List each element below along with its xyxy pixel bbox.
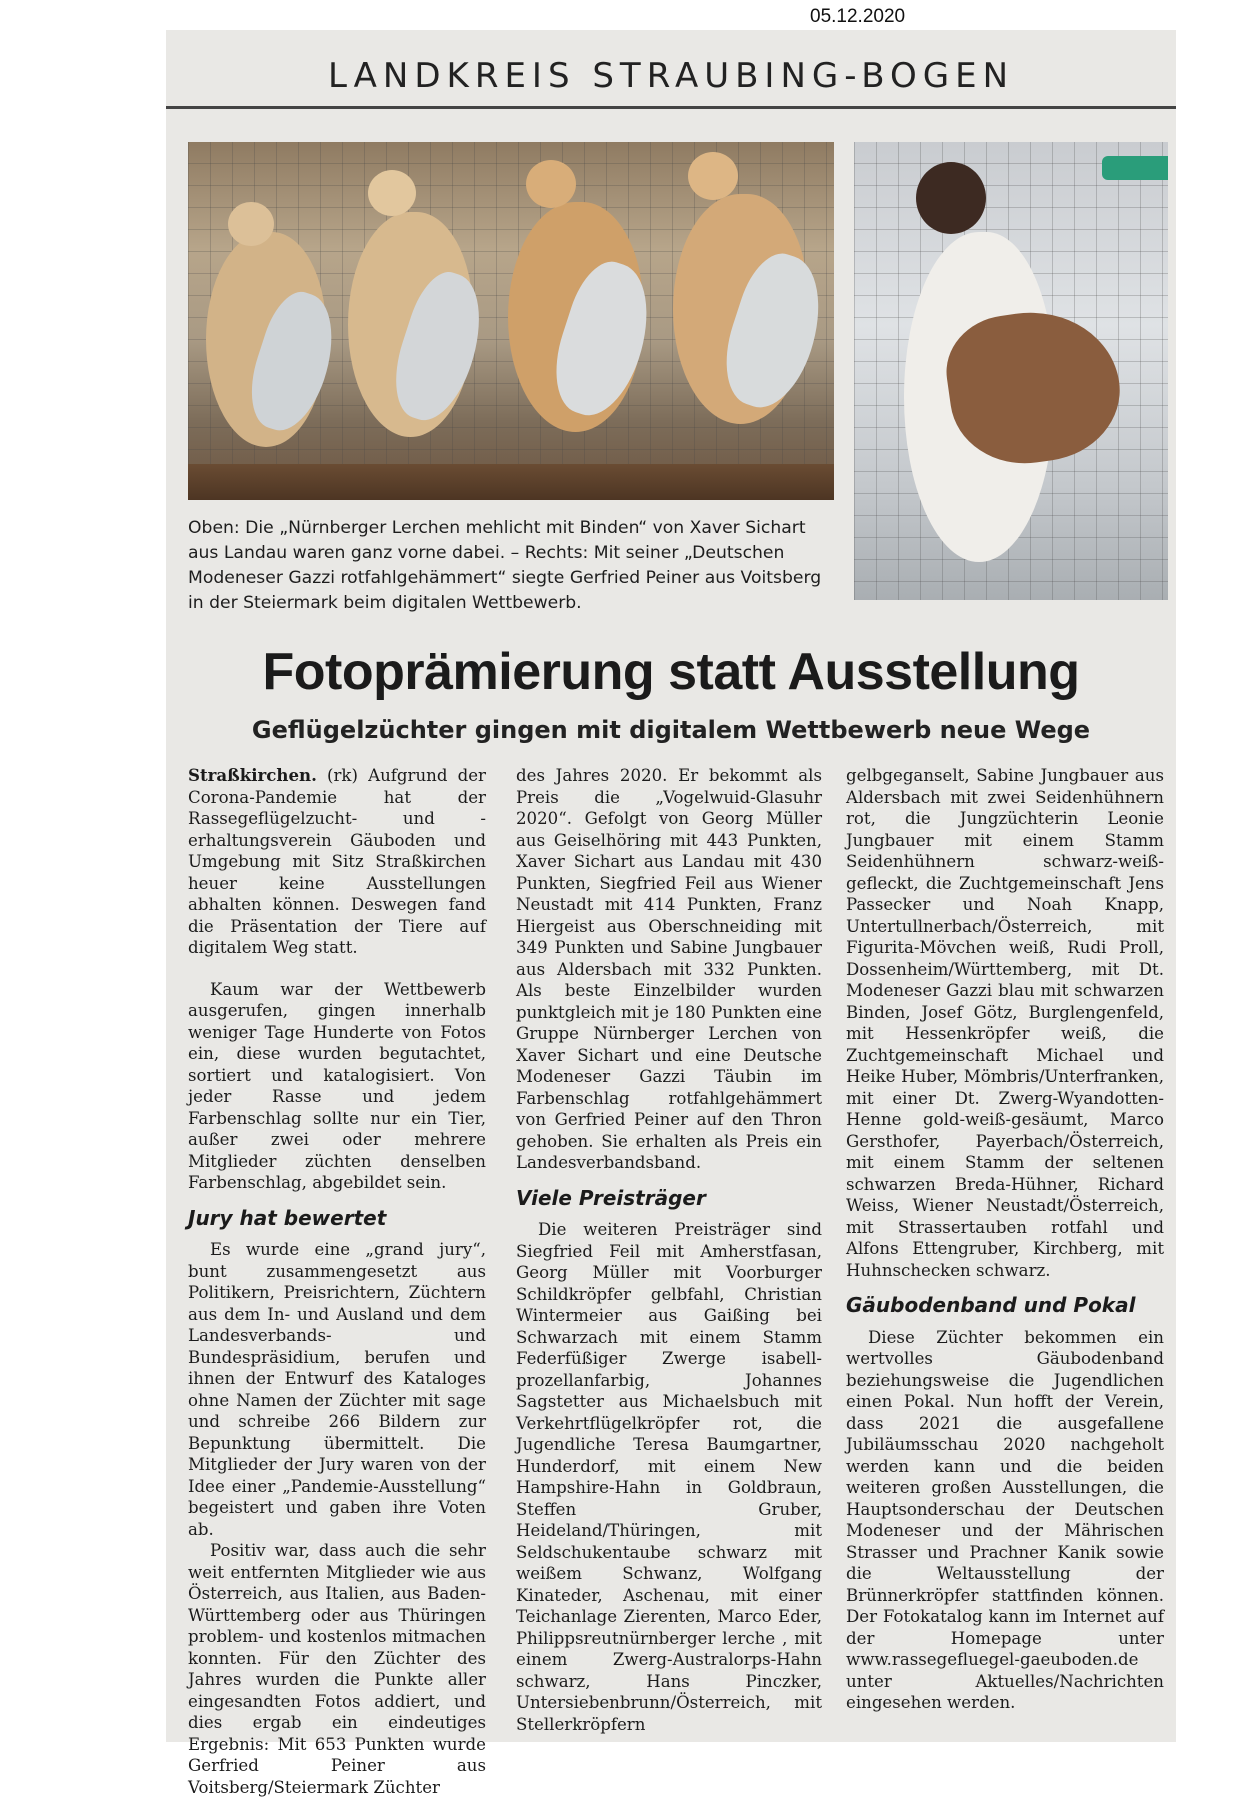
- gazzi-head: [916, 162, 986, 234]
- subheading-jury: Jury hat bewertet: [188, 1205, 387, 1230]
- paragraph: Positiv war, dass auch die sehr weit entfernten Mitglieder wie aus Österreich, aus Italien, aus Baden-Württemberg oder aus Thüringen problem- und kostenlos mitmachen konnten. Für den Züchter des Jahres wurden die Punkte aller eingesandten Fotos addiert, und dies ergab ein eindeutiges Ergebnis: Mit 653 Punkten wurde Gerfried Peiner aus Voitsberg/Steiermark Züchter: [188, 1541, 486, 1797]
- wooden-perch: [188, 464, 834, 500]
- paragraph: Die weiteren Preisträger sind Siegfried Feil mit Amherstfasan, Georg Müller mit Voorburger Schildkröpfer gelbfahl, Christian Wintermeier aus Gaißing bei Schwarzach mit einem Stamm Federfüßiger Zwerge isabell-prozellanfarbig, Johannes Sagstetter aus Michaelsbuch mit Verkehrtflügelkröpfer rot, die Jugendliche Teresa Baumgartner, Hunderdorf, mit einem New Hampshire-Hahn in Goldbraun, Steffen Gruber, Heideland/Thüringen, mit Seldschukentaube schwarz mit weißem Schwanz, Wolfgang Kinateder, Aschenau, mit einer Teichanlage Zierenten, Marco Eder, Philippsreutnürnberger lerche , mit einem Zwerg-Australorps-Hahn schwarz, Hans Pinczker, Untersiebenbrunn/Österreich, mit Stellerkröpfern: [516, 1220, 822, 1734]
- subheading-preistraeger: Viele Preisträger: [516, 1185, 706, 1210]
- pigeon-2-head: [368, 170, 416, 216]
- section-divider: [166, 106, 1176, 109]
- photo-caption: Oben: Die „Nürnberger Lerchen mehlicht mit Binden“ von Xaver Sichart aus Landau waren ganz vorne dabei. – Rechts: Mit seiner „Deutschen Modeneser Gazzi rotfahlgehämmert“ siegte Gerfried Peiner aus Voitsberg in der Steiermark beim digitalen Wettbewerb.: [188, 518, 822, 613]
- green-sign: [1102, 156, 1168, 180]
- paragraph: Kaum war der Wettbewerb ausgerufen, gingen innerhalb weniger Tage Hunderte von Fotos ein, diese wurden begutachtet, sortiert und katalogisiert. Von jeder Rasse und jedem Farbenschlag sollte nur ein Tier, außer zwei oder mehrere Mitglieder züchten denselben Farbenschlag, abgebildet sein.: [188, 979, 486, 1192]
- document-date: 05.12.2020: [810, 6, 906, 27]
- pigeon-4-head: [688, 152, 738, 200]
- dateline: Straßkirchen.: [188, 765, 317, 785]
- photo-nuernberger-lerchen: [188, 142, 834, 500]
- newspaper-clipping: [166, 30, 1176, 1797]
- article-subheadline: Geflügelzüchter gingen mit digitalem Wettbewerb neue Wege: [251, 716, 1091, 744]
- paragraph: des Jahres 2020. Er bekommt als Preis die „Vogelwuid-Glasuhr 2020“. Gefolgt von Georg Müller aus Geiselhöring mit 443 Punkten, Xaver Sichart aus Landau mit 430 Punkten, Siegfried Feil aus Wiener Neustadt mit 414 Punkten, Franz Hiergeist aus Oberschneiding mit 349 Punkten und Sabine Jungbauer aus Aldersbach mit 332 Punkten. Als beste Einzelbilder wurden punktgleich mit je 180 Punkten eine Gruppe Nürnberger Lerchen von Xaver Sichart und eine Deutsche Modeneser Gazzi Täubin im Farbenschlag rotfahlgehämmert von Gerfried Peiner auf den Thron gehoben. Sie erhalten als Preis ein Landesverbandsband.: [516, 766, 822, 1172]
- section-header: LANDKREIS STRAUBING-BOGEN: [327, 56, 1015, 96]
- paragraph-text: (rk) Aufgrund der Corona-Pandemie hat der Rassegeflügelzucht- und -erhaltungsverein Gäuboden und Umgebung mit Sitz Straßkirchen heuer keine Ausstellungen abhalten können. Deswegen fand die Präsentation der Tiere auf digitalem Weg statt.: [188, 766, 486, 957]
- paragraph: [188, 765, 486, 959]
- article-column-2: [516, 765, 822, 1735]
- paragraph: gelbgeganselt, Sabine Jungbauer aus Aldersbach mit zwei Seidenhühnern rot, die Jungzüchterin Leonie Jungbauer mit einem Stamm Seidenhühnern schwarz-weiß-gefleckt, die Zuchtgemeinschaft Jens Passecker und Noah Knapp, Untertullnerbach/Österreich, mit Figurita-Mövchen weiß, Rudi Proll, Dossenheim/Württemberg, mit Dt. Modeneser Gazzi blau mit schwarzen Binden, Josef Götz, Burglengenfeld, mit Hessenkröpfer weiß, die Zuchtgemeinschaft Michael und Heike Huber, Mömbris/Unterfranken, mit einer Dt. Zwerg-Wyandotten-Henne gold-weiß-gesäumt, Marco Gersthofer, Payerbach/Österreich, mit einem Stamm der seltenen schwarzen Breda-Hühner, Richard Weiss, Wiener Neustadt/Österreich, mit Strassertauben rotfahl und Alfons Ettengruber, Kirchberg, mit Huhnschecken schwarz.: [846, 766, 1164, 1280]
- article-column-1: [188, 765, 486, 1798]
- article-headline: Fotoprämierung statt Ausstellung: [262, 643, 1080, 701]
- paragraph: Es wurde eine „grand jury“, bunt zusammengesetzt aus Politikern, Preisrichtern, Züchtern aus dem In- und Ausland und dem Landesverbands- und Bundespräsidium, berufen und ihnen der Entwurf des Kataloges ohne Namen der Züchter mit sage und schreibe 266 Bildern zur Bepunktung übermittelt. Die Mitglieder der Jury waren von der Idee einer „Pandemie-Ausstellung“ begeistert und gaben ihre Voten ab.: [188, 1240, 486, 1539]
- photo-modeneser-gazzi: [854, 142, 1168, 600]
- pigeon-3-head: [526, 160, 576, 208]
- pigeon-1-head: [228, 202, 274, 246]
- paragraph: Diese Züchter bekommen ein wertvolles Gäubodenband beziehungsweise die Jugendlichen einen Pokal. Nun hofft der Verein, dass 2021 die ausgefallene Jubiläumsschau 2020 nachgeholt werden kann und die beiden weiteren großen Ausstellungen, die Hauptsonderschau der Deutschen Modeneser und der Mährischen Strasser und Prachner Kanik sowie die Weltausstellung der Brünnerkröpfer stattfinden können. Der Fotokatalog kann im Internet auf der Homepage unter www.rassegefluegel-gaeuboden.de unter Aktuelles/Nachrichten eingesehen werden.: [846, 1327, 1164, 1712]
- article-column-3: [846, 765, 1164, 1714]
- subheading-gaeubodenband: Gäubodenband und Pokal: [846, 1293, 1136, 1317]
